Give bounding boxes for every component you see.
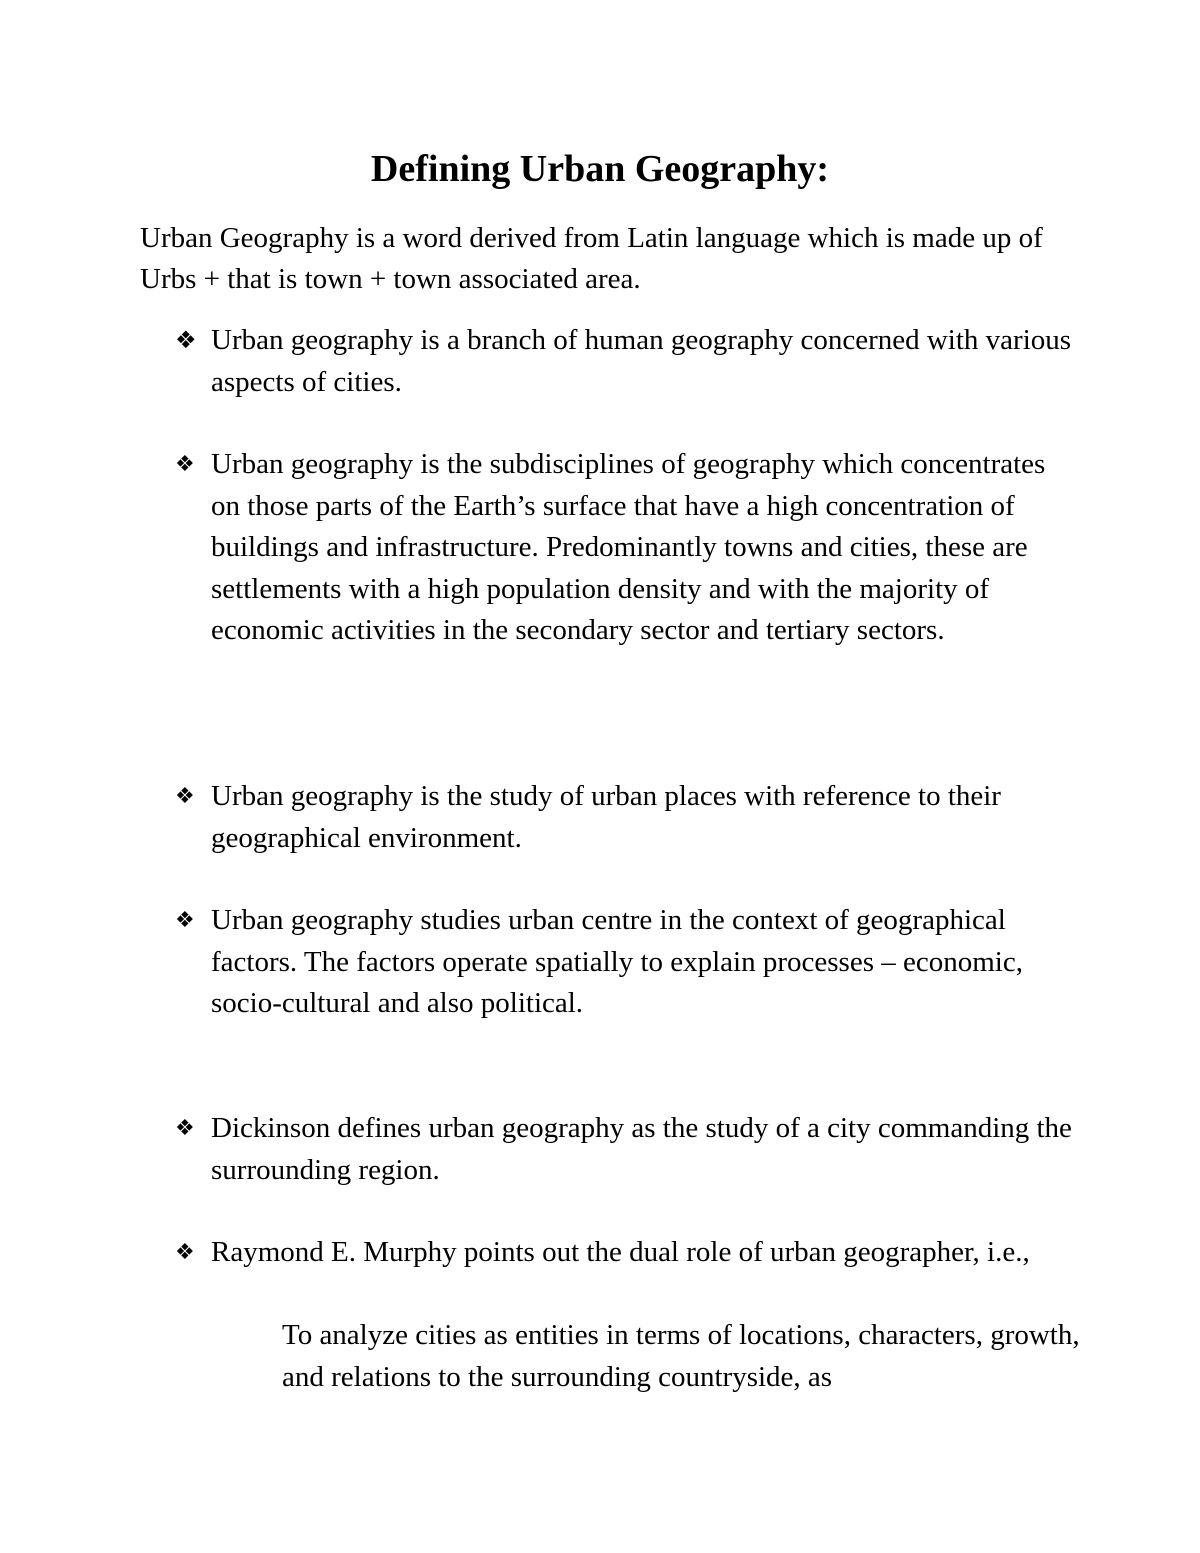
intro-paragraph: Urban Geography is a word derived from Latin language which is made up of Urbs + that is town + town associated area.	[140, 222, 1043, 295]
list-item-text: Urban geography is a branch of human geography concerned with various aspects of cities.	[211, 324, 1072, 398]
list-item-text: Urban geography studies urban centre in the context of geographical factors. The factors operate spatially to explain processes – economic, socio-cultural and also political.	[211, 904, 1023, 1019]
list-item	[175, 1108, 1075, 1191]
list-item-text: Dickinson defines urban geography as the study of a city commanding the surrounding region.	[211, 1112, 1072, 1186]
list-item	[175, 776, 1075, 859]
diamond-bullet-icon: ❖	[175, 1116, 195, 1141]
list-item-text: Urban geography is the study of urban places with reference to their geographical environment.	[211, 780, 1001, 854]
list-item-text: Raymond E. Murphy points out the dual role of urban geographer, i.e.,	[211, 1236, 1030, 1268]
list-item	[175, 444, 1075, 652]
indented-quote: To analyze cities as entities in terms of locations, characters, growth, and relations to the surrounding countryside, as	[282, 1319, 1080, 1393]
diamond-bullet-icon: ❖	[175, 452, 195, 477]
diamond-bullet-icon: ❖	[175, 908, 195, 933]
list-item	[175, 900, 1075, 1025]
list-item	[175, 320, 1075, 403]
diamond-bullet-icon: ❖	[175, 1240, 195, 1265]
page-title: Defining Urban Geography:	[370, 148, 830, 190]
list-item	[175, 1232, 1075, 1274]
list-item-text: Urban geography is the subdisciplines of geography which concentrates on those parts of the Earth’s surface that have a high concentration of buildings and infrastructure. Predominantly towns and cities, these are settlements with a high population density and with the majority of economic activities in the secondary sector and tertiary sectors.	[211, 448, 1046, 646]
diamond-bullet-icon: ❖	[175, 326, 197, 354]
diamond-bullet-icon: ❖	[175, 784, 195, 809]
